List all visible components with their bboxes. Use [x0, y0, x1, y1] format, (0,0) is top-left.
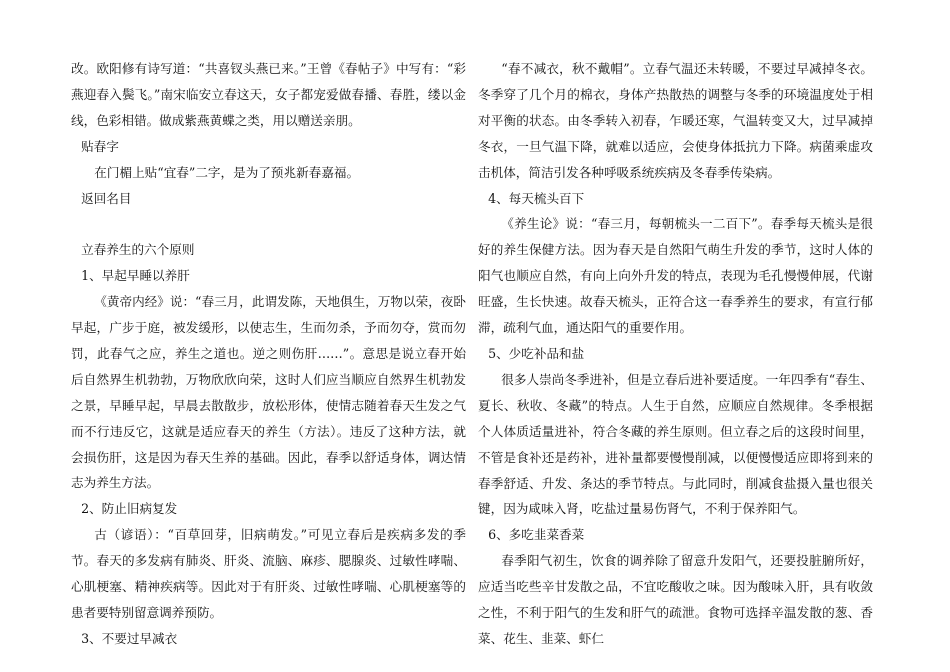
section-title: 立春养生的六个原则 [81, 242, 195, 258]
paragraph: 改。欧阳修有诗写道：“共喜钗头燕已来。”王曾《春帖子》中写有：“彩燕迎春入鬓飞。”南宋临安立春这天，女子都宠爱做春播、春胜，缕以金线，色彩相错。做成紫燕黄蝶之类，用以赠送亲朋。 [71, 61, 466, 128]
heading-6: 6、多吃韭菜香菜 [488, 527, 585, 543]
heading-tie-chun-zi: 贴春字 [81, 138, 119, 154]
back-to-toc-link[interactable]: 返回名目 [81, 190, 132, 206]
paragraph: “春不减衣，秋不戴帽”。立春气温还未转暖，不要过早减掉冬衣。冬季穿了几个月的棉衣，身体产热散热的调整与冬季的环境温度处于相对平衡的状态。由冬季转入初春，乍暖还寒，气温转变又大，过早减掉冬衣，一旦气温下降，就难以适应，会使身体抵抗力下降。病菌乘虚攻击机体，简洁引发各种呼吸系统疾病及冬春季传染病。 [478, 61, 873, 180]
paragraph: 《黄帝内经》说：“春三月，此谓发陈，天地俱生，万物以荣，夜卧早起，广步于庭，被发缓形，以使志生，生而勿杀，予而勿夺，赏而勿罚，此春气之应，养生之道也。逆之则伤肝……”。意思是说立春开始后自然界生机勃勃，万物欣欣向荣，这时人们应当顺应自然界生机勃发之景，早睡早起，早晨去散散步，放松形体，使情志随着春天生发之气而不行违反它，这就是适应春天的养生（方法）。违反了这种方法，就会损伤肝，这是因为春天生养的基础。因此，春季以舒适身体，调达情志为养生方法。 [71, 294, 466, 491]
paragraph: 在门楣上贴“宜春”二字，是为了预兆新春嘉福。 [94, 164, 360, 180]
heading-3: 3、不要过早减衣 [81, 630, 178, 646]
heading-2: 2、防止旧病复发 [81, 501, 178, 517]
heading-1: 1、早起早睡以养肝 [81, 268, 190, 284]
paragraph: 古（谚语）：“百草回芽，旧病萌发。”可见立春后是疾病多发的季节。春天的多发病有肺炎、肝炎、流脑、麻疹、腮腺炎、过敏性哮喘、心肌梗塞、精神疾病等。因此对于有肝炎、过敏性哮喘、心肌梗塞等的患者要特别留意调养预防。 [71, 527, 466, 621]
heading-5: 5、少吃补品和盐 [488, 345, 585, 361]
paragraph: 春季阳气初生，饮食的调养除了留意升发阳气，还要投脏腑所好，应适当吃些辛甘发散之品，不宜吃酸收之味。因为酸味入肝，具有收敛之性，不利于阳气的生发和肝气的疏泄。食物可选择辛温发散的葱、香菜、花生、韭菜、虾仁 [478, 553, 873, 646]
right-column [478, 56, 873, 652]
blank-line [71, 211, 466, 237]
heading-4: 4、每天梳头百下 [488, 190, 585, 206]
paragraph: 很多人崇尚冬季进补，但是立春后进补要适度。一年四季有“春生、夏长、秋收、冬藏”的特点。人生于自然，应顺应自然规律。冬季根据个人体质适量进补，符合冬藏的养生原则。但立春之后的这段时间里，不管是食补还是药补，进补量都要慢慢削减，以便慢慢适应即将到来的春季舒适、升发、条达的季节特点。与此同时，削减食盐摄入量也很关键，因为咸味入肾，吃盐过量易伤肾气，不利于保养阳气。 [478, 371, 873, 517]
paragraph: 《养生论》说：“春三月，每朝梳头一二百下”。春季每天梳头是很好的养生保健方法。因为春天是自然阳气萌生升发的季节，这时人体的阳气也顺应自然，有向上向外升发的特点，表现为毛孔慢慢伸展，代谢旺盛，生长快速。故春天梳头，正符合这一春季养生的要求，有宣行郁滞，疏利气血，通达阳气的重要作用。 [478, 216, 873, 336]
left-column [71, 56, 466, 652]
